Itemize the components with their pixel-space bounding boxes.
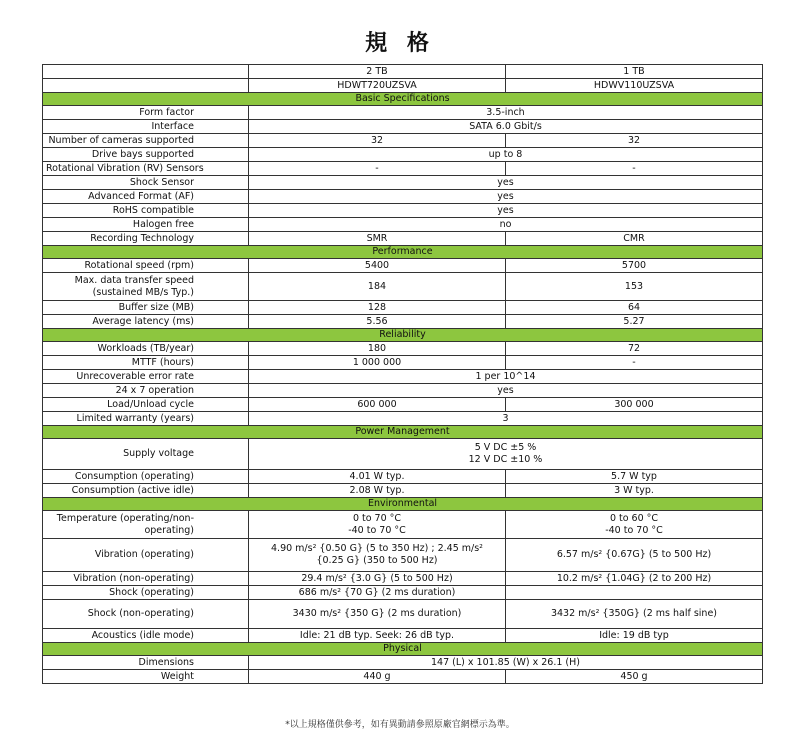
- table-row: [43, 656, 763, 670]
- section-power: Power Management: [43, 426, 763, 439]
- capacity-a: 2 TB: [249, 65, 506, 79]
- table-row: [43, 539, 763, 572]
- row-value: SATA 6.0 Gbit/s: [249, 120, 763, 134]
- value-a: SMR: [249, 232, 506, 246]
- header-empty-cell: [43, 79, 249, 93]
- row-value: yes: [249, 204, 763, 218]
- table-row: [43, 315, 763, 329]
- row-value: yes: [249, 176, 763, 190]
- row-label: [43, 273, 249, 301]
- row-label: Shock (operating): [43, 586, 249, 600]
- table-row: [43, 342, 763, 356]
- table-row: [43, 398, 763, 412]
- table-row: [43, 412, 763, 426]
- table-row: [43, 162, 763, 176]
- value-a: 2.08 W typ.: [249, 484, 506, 498]
- row-label: Advanced Format (AF): [43, 190, 249, 204]
- value-a: -: [249, 162, 506, 176]
- table-row: [43, 273, 763, 301]
- value-line: -40 to 70 °C: [348, 524, 406, 536]
- table-row: [43, 218, 763, 232]
- value-line: 0 to 60 °C: [609, 512, 659, 524]
- row-label: Vibration (non-operating): [43, 572, 249, 586]
- row-label: Unrecoverable error rate: [43, 370, 249, 384]
- section-header: [43, 498, 763, 511]
- table-row: [43, 120, 763, 134]
- row-label: Average latency (ms): [43, 315, 249, 329]
- value-b: 6.57 m/s² {0.67G} (5 to 500 Hz): [506, 539, 763, 572]
- value-b: 153: [506, 273, 763, 301]
- value-a: 29.4 m/s² {3.0 G} (5 to 500 Hz): [249, 572, 506, 586]
- section-header: [43, 426, 763, 439]
- row-value: yes: [249, 190, 763, 204]
- footnote: *以上規格僅供參考，如有異動請參照原廠官網標示為準。: [285, 720, 515, 730]
- value-b: 450 g: [506, 670, 763, 684]
- table-row: [43, 148, 763, 162]
- value-b: [506, 586, 763, 600]
- row-label-line: operating): [144, 524, 194, 536]
- value-line: {0.25 G} (350 to 500 Hz): [316, 555, 438, 566]
- row-value: yes: [249, 384, 763, 398]
- value-a: 32: [249, 134, 506, 148]
- row-value: 3: [249, 412, 763, 426]
- value-line: -40 to 70 °C: [605, 524, 663, 536]
- value-b: 3 W typ.: [506, 484, 763, 498]
- section-header: [43, 329, 763, 342]
- section-header: [43, 93, 763, 106]
- row-value: 147 (L) x 101.85 (W) x 26.1 (H): [249, 656, 763, 670]
- value-a: 180: [249, 342, 506, 356]
- spec-table: [42, 64, 763, 684]
- row-label: Workloads (TB/year): [43, 342, 249, 356]
- table-row: [43, 259, 763, 273]
- table-row: [43, 629, 763, 643]
- table-row: [43, 470, 763, 484]
- value-b: 10.2 m/s² {1.04G} (2 to 200 Hz): [506, 572, 763, 586]
- value-line: 12 V DC ±10 %: [468, 454, 543, 465]
- table-row: [43, 484, 763, 498]
- value-b: Idle: 19 dB typ: [506, 629, 763, 643]
- value-a: 184: [249, 273, 506, 301]
- row-value: 1 per 10^14: [249, 370, 763, 384]
- value-b: 300 000: [506, 398, 763, 412]
- row-label-line: (sustained MB/s Typ.): [92, 286, 194, 298]
- table-row: [43, 106, 763, 120]
- value-line: 0 to 70 °C: [352, 512, 402, 524]
- value-a: [249, 511, 506, 539]
- section-reliability: Reliability: [43, 329, 763, 342]
- section-basic: Basic Specifications: [43, 93, 763, 106]
- model-a: HDWT720UZSVA: [249, 79, 506, 93]
- header-empty-cell: [43, 65, 249, 79]
- value-a: 600 000: [249, 398, 506, 412]
- row-label: Form factor: [43, 106, 249, 120]
- table-row: [43, 301, 763, 315]
- row-value: [249, 439, 763, 470]
- row-label: Acoustics (idle mode): [43, 629, 249, 643]
- value-a: [249, 539, 506, 572]
- table-row: [43, 65, 763, 79]
- row-value: no: [249, 218, 763, 232]
- table-row: [43, 586, 763, 600]
- table-row: [43, 79, 763, 93]
- row-value: 3.5-inch: [249, 106, 763, 120]
- value-b: CMR: [506, 232, 763, 246]
- value-b: 72: [506, 342, 763, 356]
- row-value: up to 8: [249, 148, 763, 162]
- row-label: [43, 511, 249, 539]
- value-a: 1 000 000: [249, 356, 506, 370]
- row-label: Shock (non-operating): [43, 600, 249, 629]
- capacity-b: 1 TB: [506, 65, 763, 79]
- table-row: [43, 356, 763, 370]
- table-row: [43, 190, 763, 204]
- row-label: Rotational speed (rpm): [43, 259, 249, 273]
- row-label: Weight: [43, 670, 249, 684]
- table-row: [43, 134, 763, 148]
- model-b: HDWV110UZSVA: [506, 79, 763, 93]
- row-label: Load/Unload cycle: [43, 398, 249, 412]
- value-line: 5 V DC ±5 %: [474, 442, 537, 453]
- value-a: 5400: [249, 259, 506, 273]
- row-label: Dimensions: [43, 656, 249, 670]
- value-a: 686 m/s² {70 G} (2 ms duration): [249, 586, 506, 600]
- value-a: 3430 m/s² {350 G} (2 ms duration): [249, 600, 506, 629]
- value-a: 128: [249, 301, 506, 315]
- section-environmental: Environmental: [43, 498, 763, 511]
- table-row: [43, 670, 763, 684]
- section-header: [43, 246, 763, 259]
- row-label: Shock Sensor: [43, 176, 249, 190]
- row-label: Drive bays supported: [43, 148, 249, 162]
- section-performance: Performance: [43, 246, 763, 259]
- row-label: Rotational Vibration (RV) Sensors: [43, 162, 249, 176]
- value-a: Idle: 21 dB typ. Seek: 26 dB typ.: [249, 629, 506, 643]
- table-row: [43, 370, 763, 384]
- row-label: Consumption (active idle): [43, 484, 249, 498]
- value-b: -: [506, 356, 763, 370]
- page-title: 規 格: [365, 31, 435, 56]
- value-b: 3432 m/s² {350G} (2 ms half sine): [506, 600, 763, 629]
- table-row: [43, 511, 763, 539]
- row-label: Vibration (operating): [43, 539, 249, 572]
- row-label: Halogen free: [43, 218, 249, 232]
- value-b: -: [506, 162, 763, 176]
- value-a: 440 g: [249, 670, 506, 684]
- table-row: [43, 600, 763, 629]
- table-row: [43, 572, 763, 586]
- value-a: 4.01 W typ.: [249, 470, 506, 484]
- row-label: 24 x 7 operation: [43, 384, 249, 398]
- row-label: Number of cameras supported: [43, 134, 249, 148]
- row-label: MTTF (hours): [43, 356, 249, 370]
- value-b: [506, 511, 763, 539]
- row-label-line: Temperature (operating/non-: [56, 512, 194, 524]
- value-a: 5.56: [249, 315, 506, 329]
- table-row: [43, 204, 763, 218]
- table-row: [43, 232, 763, 246]
- value-b: 32: [506, 134, 763, 148]
- value-b: 5700: [506, 259, 763, 273]
- section-physical: Physical: [43, 643, 763, 656]
- section-header: [43, 643, 763, 656]
- row-label: Supply voltage: [43, 439, 249, 470]
- table-row: [43, 439, 763, 470]
- table-row: [43, 384, 763, 398]
- value-b: 5.27: [506, 315, 763, 329]
- value-line: 4.90 m/s² {0.50 G} (5 to 350 Hz) ; 2.45 m/s²: [271, 543, 483, 554]
- value-b: 5.7 W typ: [506, 470, 763, 484]
- row-label: Consumption (operating): [43, 470, 249, 484]
- value-b: 64: [506, 301, 763, 315]
- row-label: Recording Technology: [43, 232, 249, 246]
- row-label: Buffer size (MB): [43, 301, 249, 315]
- row-label: Interface: [43, 120, 249, 134]
- row-label: Limited warranty (years): [43, 412, 249, 426]
- row-label-line: Max. data transfer speed: [74, 274, 194, 286]
- table-row: [43, 176, 763, 190]
- row-label: RoHS compatible: [43, 204, 249, 218]
